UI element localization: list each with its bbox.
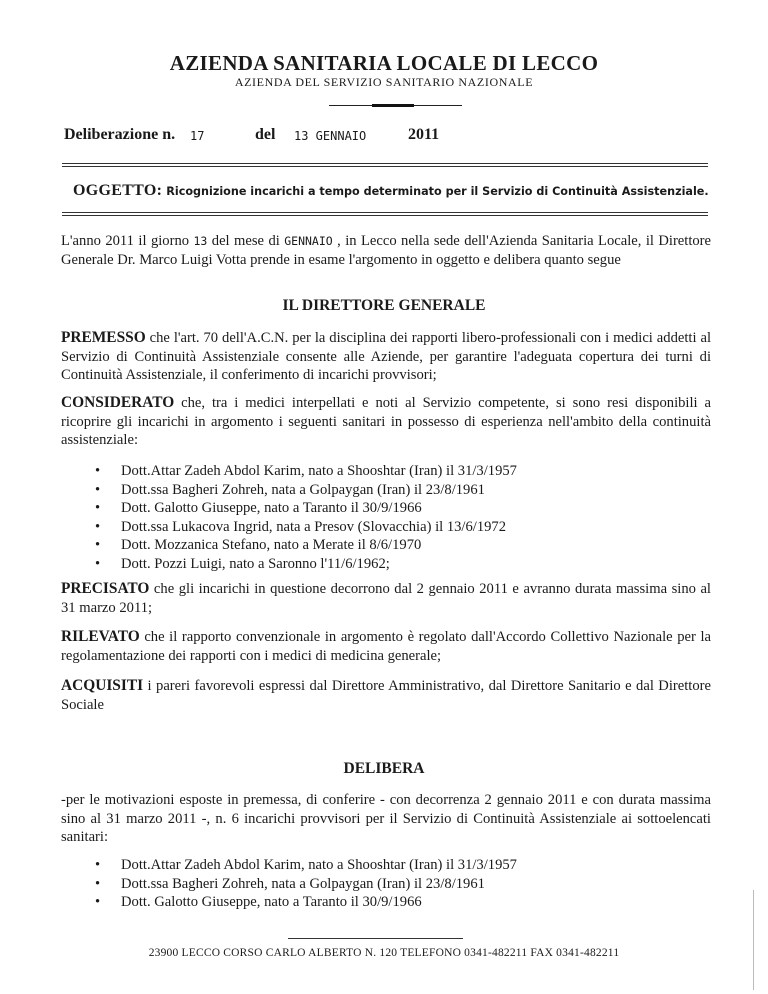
deliberation-number: 17 — [190, 129, 205, 143]
intro-month: GENNAIO — [284, 234, 333, 248]
doctor-entry: Dott. Galotto Giuseppe, nato a Taranto il 30/9/1966 — [121, 894, 422, 911]
deliberation-date: 13 GENNAIO — [294, 129, 367, 143]
doctor-entry: Dott.ssa Bagheri Zohreh, nata a Golpaygan (Iran) il 23/8/1961 — [121, 875, 485, 892]
doctor-entry: Dott. Pozzi Luigi, nato a Saronno l'11/6/1962; — [121, 555, 390, 572]
intro-day: 13 — [193, 234, 208, 248]
rilevato-keyword: RILEVATO — [61, 628, 140, 645]
director-heading: IL DIRETTORE GENERALE — [282, 297, 486, 314]
rilevato-text: che il rapporto convenzionale in argomento è regolato dall'Accordo Collettivo Nazionale per la regolamentazione dei rapporti con i medici di medicina generale; — [61, 629, 711, 664]
footer-address: 23900 LECCO CORSO CARLO ALBERTO N. 120 TELEFONO 0341-482211 FAX 0341-482211 — [148, 947, 620, 959]
org-name: AZIENDA SANITARIA LOCALE DI LECCO — [169, 51, 599, 75]
bullet: • — [95, 518, 101, 535]
premesso-text: che l'art. 70 dell'A.C.N. per la disciplina dei rapporti libero-professionali con i medici addetti al Servizio di Continuità Assistenziale consente alle Aziende, per garantire l'adeguata copertura dei turni di Continuità Assistenziale, il conferimento di incarichi provvisori; — [61, 330, 711, 383]
premesso-keyword: PREMESSO — [61, 329, 146, 346]
delibera-paragraph: -per le motivazioni esposte in premessa, di conferire - con decorrenza 2 gennaio 2011 e con durata massima sino al 31 marzo 2011 -, n. 6 incarichi provvisori per il Servizio di Continuità Assistenziale ai sottoelencati sanitari: — [61, 792, 711, 845]
precisato-text: che gli incarichi in questione decorrono dal 2 gennaio 2011 e avranno durata massima sino al 31 marzo 2011; — [61, 581, 711, 616]
bullet: • — [95, 875, 101, 892]
footer-divider — [288, 938, 463, 939]
bullet: • — [95, 481, 101, 498]
list-item — [95, 856, 517, 875]
doctors-list — [95, 462, 517, 574]
delibera-doctors-list — [95, 856, 517, 912]
bullet: • — [95, 463, 101, 479]
rule-top-2 — [62, 166, 708, 167]
list-item — [95, 481, 517, 500]
doctor-entry: Dott. Mozzanica Stefano, nato a Merate il 8/6/1970 — [121, 537, 422, 554]
doctor-entry: Dott.Attar Zadeh Abdol Karim, nato a Shooshtar (Iran) il 31/3/1957 — [121, 463, 517, 479]
acquisiti-paragraph — [61, 677, 711, 714]
list-item — [95, 462, 517, 481]
precisato-paragraph — [61, 580, 711, 617]
org-subtitle: AZIENDA DEL SERVIZIO SANITARIO NAZIONALE — [234, 75, 534, 89]
list-item — [95, 536, 517, 555]
considerato-paragraph — [61, 394, 711, 450]
intro-part-2: del mese di — [211, 233, 280, 249]
intro-part-1: L'anno 2011 il giorno — [61, 233, 190, 249]
considerato-text: che, tra i medici interpellati e noti al Servizio competente, si sono resi disponibili a ricoprire gli incarichi in argomento i seguenti sanitari in possesso di esperienza nell'ambito della continuità assistenziale: — [61, 395, 711, 448]
bullet: • — [95, 537, 101, 554]
doctor-entry: Dott.ssa Lukacova Ingrid, nata a Presov (Slovacchia) il 13/6/1972 — [121, 518, 507, 535]
premesso-paragraph — [61, 329, 711, 385]
doctor-entry: Dott. Galotto Giuseppe, nato a Taranto il 30/9/1966 — [121, 500, 422, 517]
intro-part-3: , in Lecco nella sede dell'Azienda Sanitaria Locale, il Direttore Generale Dr. Marco Luigi Votta prende in esame l'argomento in oggetto e delibera quanto segue — [61, 233, 712, 268]
rule-top-1 — [62, 163, 708, 164]
precisato-keyword: PRECISATO — [61, 580, 150, 597]
scan-edge-mark — [753, 890, 754, 990]
deliberation-year: 2011 — [408, 126, 440, 143]
rilevato-paragraph — [61, 628, 711, 665]
list-item — [95, 518, 517, 537]
list-item — [95, 875, 517, 894]
list-item — [95, 499, 517, 518]
subject-label: OGGETTO: — [73, 182, 163, 199]
header-divider-accent — [372, 104, 414, 107]
rule-bottom-2 — [62, 215, 708, 216]
list-item — [95, 893, 517, 912]
considerato-keyword: CONSIDERATO — [61, 394, 175, 411]
bullet: • — [95, 555, 101, 572]
acquisiti-text: i pareri favorevoli espressi dal Direttore Amministrativo, dal Direttore Sanitario e dal Direttore Sociale — [61, 678, 711, 713]
subject-text: Ricognizione incarichi a tempo determinato per il Servizio di Continuità Assistenziale. — [166, 185, 709, 198]
bullet: • — [95, 857, 101, 873]
deliberation-number-label: Deliberazione n. — [64, 126, 176, 143]
bullet: • — [95, 500, 101, 517]
doctor-entry: Dott.ssa Bagheri Zohreh, nata a Golpaygan (Iran) il 23/8/1961 — [121, 481, 485, 498]
intro-paragraph — [61, 232, 711, 269]
rule-bottom-1 — [62, 212, 708, 213]
subject-line — [73, 182, 713, 200]
deliberation-date-label: del — [255, 126, 276, 143]
deliberation-line — [0, 126, 768, 152]
list-item — [95, 555, 517, 574]
doctor-entry: Dott.Attar Zadeh Abdol Karim, nato a Shooshtar (Iran) il 31/3/1957 — [121, 857, 517, 873]
acquisiti-keyword: ACQUISITI — [61, 677, 144, 694]
delibera-heading: DELIBERA — [343, 760, 425, 777]
bullet: • — [95, 894, 101, 911]
